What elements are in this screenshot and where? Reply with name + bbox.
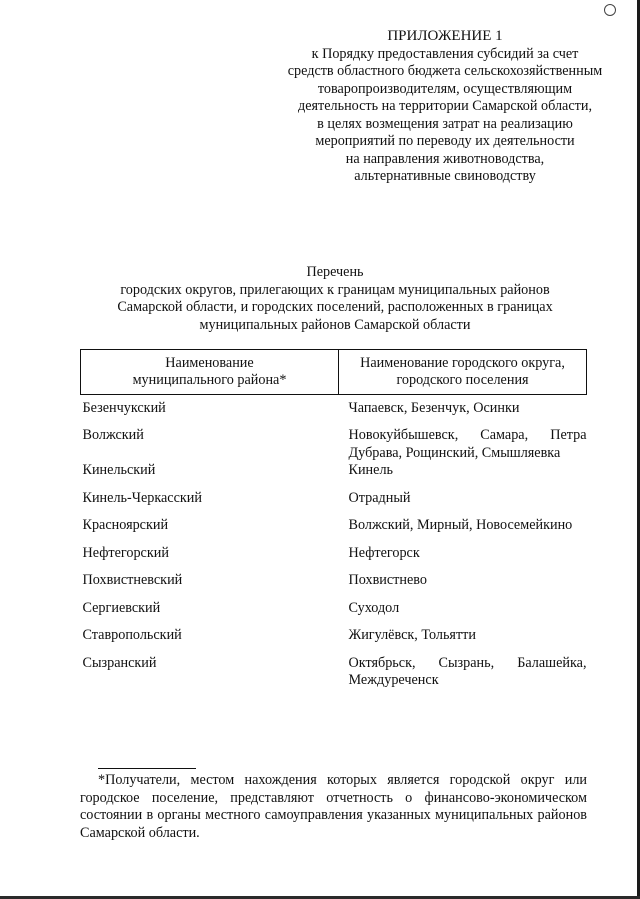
settlements-cell: Суходол [348, 599, 400, 616]
table-row [81, 490, 587, 518]
header-settlement-name [339, 350, 587, 395]
list-title-heading: Перечень [306, 264, 364, 280]
footnote-divider [98, 768, 196, 769]
header-text: Наименование [165, 355, 254, 371]
appendix-heading: ПРИЛОЖЕНИЕ 1 [387, 28, 503, 44]
appendix-line: к Порядку предоставления субсидий за счет [311, 45, 579, 62]
settlements-cell: Октябрьск, Сызрань, Балашейка, Междуреченск [348, 654, 587, 688]
appendix-line: мероприятий по переводу их деятельности [315, 133, 575, 149]
appendix-line: в целях возмещения затрат на реализацию [317, 115, 573, 132]
settlements-cell: Жигулёвск, Тольятти [348, 627, 476, 643]
table-row [81, 400, 587, 428]
district-cell: Безенчукский [82, 399, 166, 416]
table-row [81, 462, 587, 490]
districts-table [80, 349, 587, 700]
list-title-line: городских округов, прилегающих к границам муниципальных районов [120, 281, 550, 298]
table-row [81, 572, 587, 600]
settlements-cell: Нефтегорск [348, 544, 420, 561]
table-row [81, 600, 587, 628]
district-cell: Волжский [82, 427, 144, 443]
settlements-cell: Волжский, Мирный, Новосемейкино [348, 517, 573, 533]
settlements-cell: Кинель [348, 462, 393, 478]
appendix-line: средств областного бюджета сельскохозяйственным [287, 63, 603, 79]
district-cell: Ставропольский [82, 627, 182, 643]
header-district-name [81, 350, 339, 395]
list-title-line: Самарской области, и городских поселений, расположенных в границах [117, 299, 553, 315]
appendix-line: деятельность на территории Самарской области, [298, 98, 592, 114]
header-text: городского поселения [396, 372, 529, 388]
appendix-line: альтернативные свиноводству [354, 168, 536, 184]
settlements-cell: Новокуйбышевск, Самара, Петра Дубрава, Рощинский, Смышляевка [348, 427, 587, 461]
district-cell: Сызранский [82, 654, 157, 671]
footnote: *Получатели, местом нахождения которых является городской округ или городское поселение, представляют отчетность о финансово-экономическом состоянии в органы местного самоуправления указанных муниципальных районов Самарской области. [80, 772, 587, 841]
header-text: Наименование городского округа, [360, 355, 565, 371]
table-row [81, 627, 587, 655]
table-row [81, 427, 587, 462]
appendix-line: на направления животноводства, [345, 150, 545, 167]
appendix-line: товаропроизводителям, осуществляющим [317, 80, 573, 97]
settlements-cell: Похвистнево [348, 572, 427, 588]
district-cell: Кинель-Черкасский [82, 489, 202, 506]
district-cell: Похвистневский [82, 572, 183, 588]
settlements-cell: Отрадный [348, 489, 411, 506]
table-row [81, 655, 587, 700]
table-row [81, 545, 587, 573]
header-text: муниципального района* [132, 372, 287, 388]
district-cell: Красноярский [82, 517, 169, 533]
district-cell: Кинельский [82, 462, 156, 478]
scan-corner-mark [604, 4, 616, 16]
district-cell: Нефтегорский [82, 544, 169, 561]
table-header-row [81, 350, 587, 395]
appendix-header [270, 28, 620, 186]
table-row [81, 517, 587, 545]
list-title [80, 264, 590, 334]
district-cell: Сергиевский [82, 599, 161, 616]
list-title-line: муниципальных районов Самарской области [199, 316, 471, 333]
settlements-cell: Чапаевск, Безенчук, Осинки [348, 399, 520, 416]
